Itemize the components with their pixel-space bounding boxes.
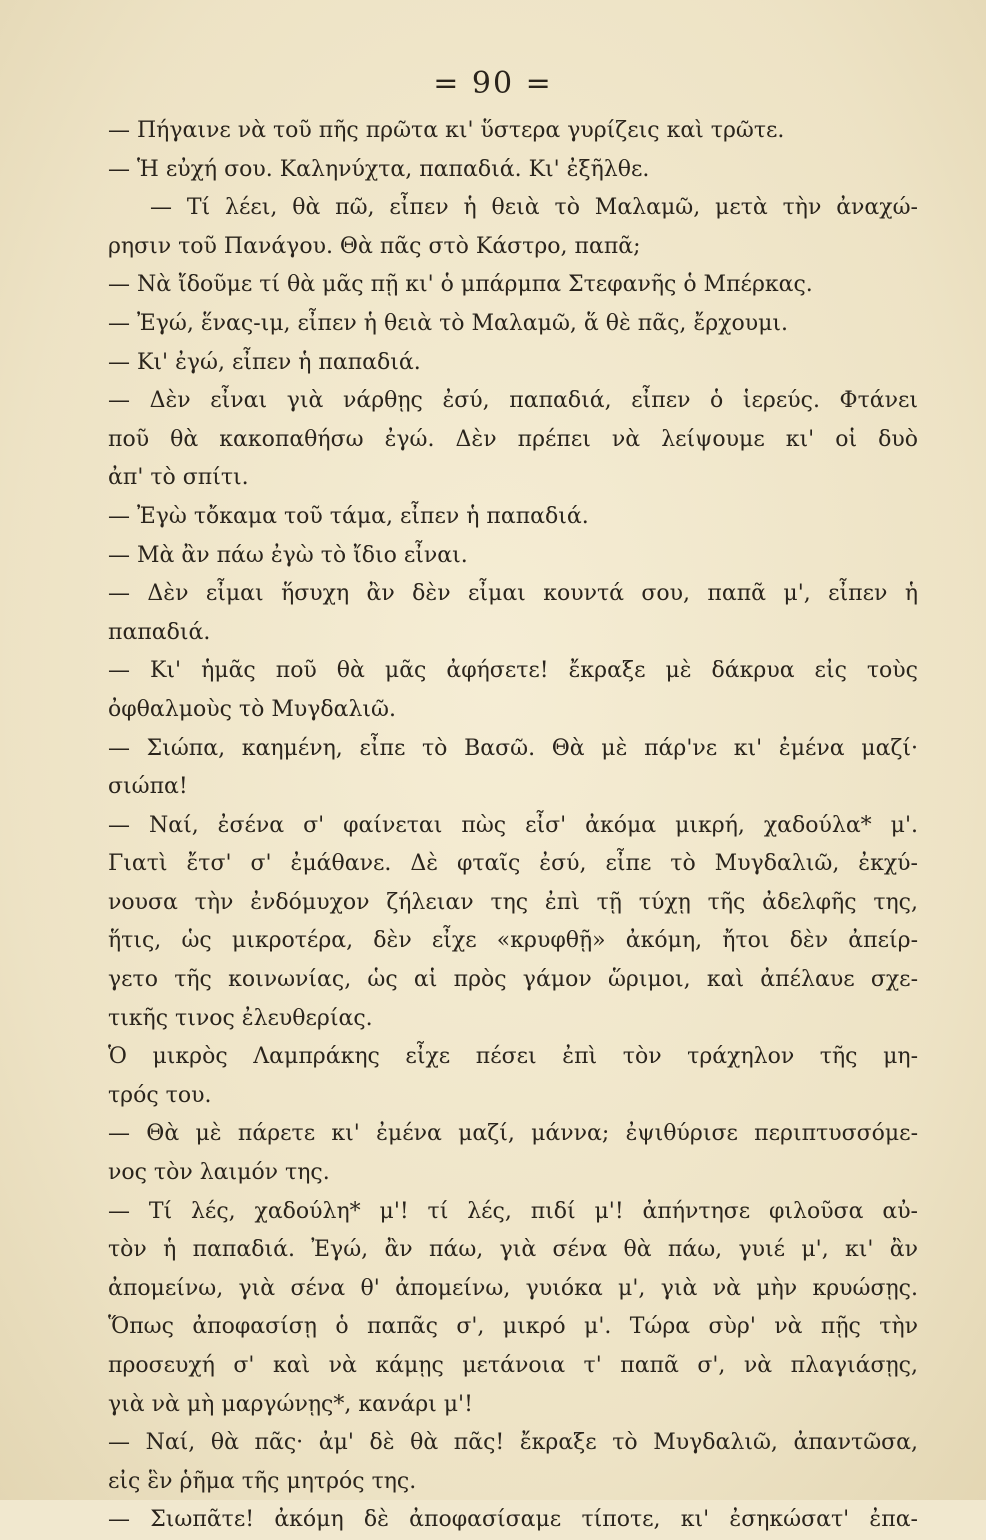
text-line: ποῦ θὰ κακοπαθήσω ἐγώ. Δὲν πρέπει νὰ λείψουμε κι' οἱ δυὸ	[108, 426, 918, 452]
text-line: — Ναί, ἐσένα σ' φαίνεται πὼς εἶσ' ἀκόμα μικρή, χαδούλα* μ'.	[108, 812, 918, 838]
text-line: προσευχή σ' καὶ νὰ κάμῃς μετάνοια τ' παπᾶ σ', νὰ πλαγιάσῃς,	[108, 1353, 918, 1378]
text-line: — Ἐγώ, ἕνας-ιμ, εἶπεν ἡ θειὰ τὸ Μαλαμῶ, ἅ θὲ πᾶς, ἔρχουμι.	[108, 310, 789, 336]
text-line: Ὅπως ἀποφασίσῃ ὁ παπᾶς σ', μικρό μ'. Τώρα σὺρ' νὰ πῇς τὴν	[108, 1314, 918, 1340]
text-line: Γιατὶ ἔτσ' σ' ἐμάθανε. Δὲ φταῖς ἐσύ, εἶπε τὸ Μυγδαλιῶ, ἐκχύ-	[108, 851, 918, 877]
text-line: τρός του.	[108, 1082, 212, 1108]
text-line: ἀπ' τὸ σπίτι.	[108, 465, 249, 491]
text-line: — Σιώπα, καημένη, εἶπε τὸ Βασῶ. Θὰ μὲ πάρ'νε κι' ἐμένα μαζί·	[108, 735, 918, 761]
text-line: — Ἡ εὐχή σου. Καληνύχτα, παπαδιά. Κι' ἐξῆλθε.	[108, 156, 650, 182]
text-line: — Τί λέει, θὰ πῶ, εἶπεν ἡ θειὰ τὸ Μαλαμῶ, μετὰ τὴν ἀναχώ-	[150, 195, 918, 221]
text-line: — Κι' ἐγώ, εἶπεν ἡ παπαδιά.	[108, 349, 421, 375]
text-line: — Ἐγὼ τὄκαμα τοῦ τάμα, εἶπεν ἡ παπαδιά.	[108, 503, 589, 529]
text-line: τὸν ἡ παπαδιά. Ἐγώ, ἂν πάω, γιὰ σένα θὰ πάω, γυιέ μ', κι' ἂν	[108, 1237, 918, 1263]
text-line: τικῆς τινος ἐλευθερίας.	[108, 1005, 373, 1031]
text-line: ἀπομείνω, γιὰ σένα θ' ἀπομείνω, γυιόκα μ', γιὰ νὰ μὴν κρυώσῃς.	[108, 1275, 918, 1301]
text-line: — Τί λές, χαδούλη* μ'! τί λές, πιδί μ'! ἀπήντησε φιλοῦσα αὐ-	[108, 1198, 918, 1224]
text-line: — Δὲν εἶμαι ἥσυχη ἂν δὲν εἶμαι κουντά σου, παπᾶ μ', εἶπεν ἡ	[108, 581, 918, 607]
text-line: νουσα τὴν ἐνδόμυχον ζήλειαν της ἐπὶ τῇ τύχῃ τῆς ἀδελφῆς της,	[108, 889, 918, 915]
text-line: νος τὸν λαιμόν της.	[108, 1160, 330, 1186]
text-line: — Ναί, θὰ πᾶς· ἀμ' δὲ θὰ πᾶς! ἔκραξε τὸ Μυγδαλιῶ, ἀπαντῶσα,	[108, 1430, 918, 1456]
text-line: — Κι' ἡμᾶς ποῦ θὰ μᾶς ἀφήσετε! ἔκραξε μὲ δάκρυα εἰς τοὺς	[108, 658, 918, 684]
text-line: — Νὰ ἴδοῦμε τί θὰ μᾶς πῇ κι' ὁ μπάρμπα Στεφανῆς ὁ Μπέρκας.	[108, 272, 813, 298]
page-number: = 90 =	[433, 66, 553, 101]
text-line: παπαδιά.	[108, 619, 211, 645]
text-line: — Σιωπᾶτε! ἀκόμη δὲ ἀποφασίσαμε τίποτε, κι' ἐσηκώσατ' ἐπα-	[108, 1507, 918, 1533]
text-line: γετο τῆς κοινωνίας, ὡς αἱ πρὸς γάμον ὥριμοι, καὶ ἀπέλαυε σχε-	[108, 967, 918, 993]
text-line: — Δὲν εἶναι γιὰ νάρθῃς ἐσύ, παπαδιά, εἶπεν ὁ ἱερεύς. Φτάνει	[108, 388, 918, 414]
text-line: — Θὰ μὲ πάρετε κι' ἐμένα μαζί, μάννα; ἐψιθύρισε περιπτυσσόμε-	[108, 1121, 918, 1147]
text-line: Ὁ μικρὸς Λαμπράκης εἶχε πέσει ἐπὶ τὸν τράχηλον τῆς μη-	[108, 1044, 918, 1070]
text-line: ἥτις, ὡς μικροτέρα, δὲν εἶχε «κρυφθῇ» ἀκόμη, ἤτοι δὲν ἀπείρ-	[108, 928, 918, 954]
text-line: γιὰ νὰ μὴ μαργώνῃς*, κανάρι μ'!	[108, 1391, 473, 1417]
text-line: — Μὰ ἂν πάω ἐγὼ τὸ ἴδιο εἶναι.	[108, 542, 468, 568]
text-line: ρησιν τοῦ Πανάγου. Θὰ πᾶς στὸ Κάστρο, παπᾶ;	[108, 233, 641, 259]
text-line: σιώπα!	[108, 774, 188, 800]
text-line: — Πήγαινε νὰ τοῦ πῆς πρῶτα κι' ὕστερα γυρίζεις καὶ τρῶτε.	[108, 118, 785, 143]
text-line: εἰς ἓν ῥῆμα τῆς μητρός της.	[108, 1468, 417, 1494]
body-text	[108, 112, 918, 1540]
text-line: ὀφθαλμοὺς τὸ Μυγδαλιῶ.	[108, 696, 396, 722]
